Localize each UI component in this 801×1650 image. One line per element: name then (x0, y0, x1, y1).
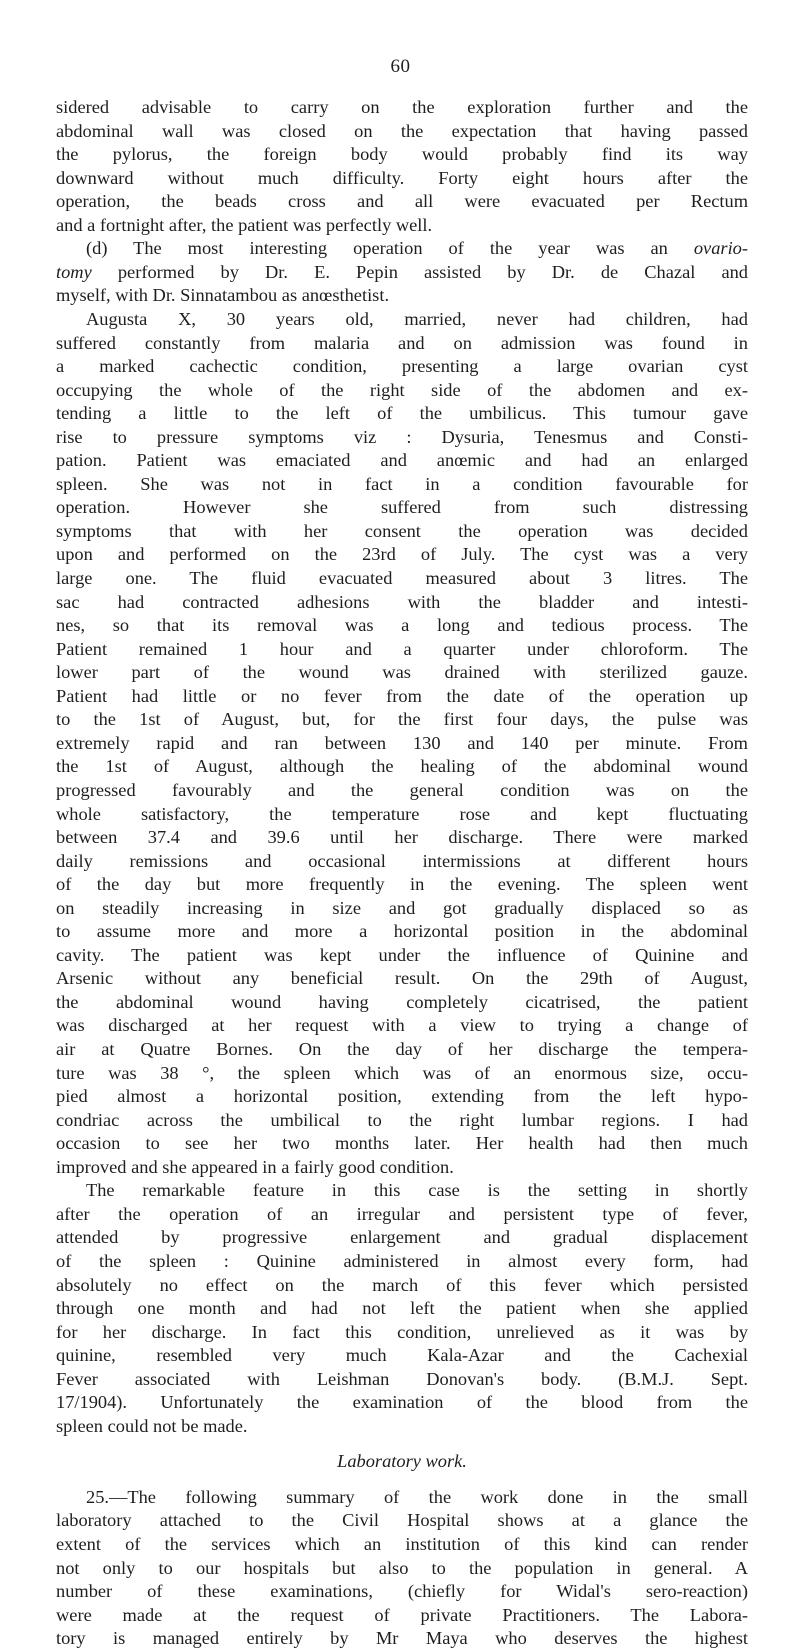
text-line: Patient remained 1 hour and a quarter under chloroform. The (56, 638, 748, 659)
text-line: daily remissions and occasional intermissions at different hours (56, 850, 748, 871)
text-line: tory is managed entirely by Mr Maya who deserves the highest (56, 1628, 748, 1649)
text-line: air at Quatre Bornes. On the day of her discharge the tempera- (56, 1039, 748, 1059)
section-heading: Laboratory work. (337, 1451, 467, 1472)
text-line: sac had contracted adhesions with the bladder and intesti- (56, 591, 748, 612)
text-line: pied almost a horizontal position, extending from the left hypo- (56, 1086, 748, 1107)
text-line: of the spleen : Quinine administered in almost every form, had (56, 1250, 748, 1271)
text-line: to assume more and more a horizontal position in the abdominal (56, 921, 748, 942)
text-line: progressed favourably and the general condition was on the (56, 779, 748, 800)
text-line: was discharged at her request with a view to trying a change of (56, 1015, 748, 1036)
text-line: were made at the request of private Practitioners. The Labora- (56, 1604, 748, 1625)
text-line: between 37.4 and 39.6 until her discharge. There were marked (56, 827, 748, 848)
text-line: Arsenic without any beneficial result. On the 29th of August, (56, 968, 748, 989)
text-line: operation, the beads cross and all were evacuated per Rectum (56, 191, 748, 212)
text-line: through one month and had not left the patient when she applied (56, 1298, 748, 1319)
text-line: symptoms that with her consent the operation was decided (56, 520, 748, 541)
text-line: pation. Patient was emaciated and anœmic and had an enlarged (56, 450, 748, 471)
text-line: occupying the whole of the right side of the abdomen and ex- (56, 379, 748, 400)
text-line: tending a little to the left of the umbilicus. This tumour gave (56, 403, 748, 424)
text-line: laboratory attached to the Civil Hospital shows at a glance the (56, 1510, 748, 1531)
text-line: on steadily increasing in size and got gradually displaced so as (56, 897, 748, 918)
text-line: after the operation of an irregular and persistent type of fever, (56, 1203, 748, 1224)
text-line: abdominal wall was closed on the expectation that having passed (56, 120, 748, 141)
text-line: nes, so that its removal was a long and tedious process. The (56, 615, 748, 636)
text-line: whole satisfactory, the temperature rose and kept fluctuating (56, 803, 748, 824)
text-line: rise to pressure symptoms viz : Dysuria, Tenesmus and Consti- (56, 426, 748, 447)
text-line: quinine, resembled very much Kala-Azar and the Cachexial (56, 1345, 748, 1366)
text-line: improved and she appeared in a fairly good condition. (56, 1156, 454, 1177)
text-line: Fever associated with Leishman Donovan's body. (B.M.J. Sept. (56, 1368, 748, 1389)
text-line: for her discharge. In fact this condition, unrelieved as it was by (56, 1321, 748, 1342)
text-line: to the 1st of August, but, for the first four days, the pulse was (56, 709, 748, 730)
text-line: occasion to see her two months later. Her health had then much (56, 1133, 748, 1154)
text-line: myself, with Dr. Sinnatambou as anœsthetist. (56, 285, 390, 306)
text-line: large one. The fluid evacuated measured about 3 litres. The (56, 568, 748, 588)
text-line: a marked cachectic condition, presenting a large ovarian cyst (56, 356, 748, 377)
text-line: condriac across the umbilical to the right lumbar regions. I had (56, 1109, 748, 1130)
text-line: ture was 38 °, the spleen which was of an enormous size, occu- (56, 1062, 748, 1083)
text-line: cavity. The patient was kept under the influence of Quinine and (56, 944, 748, 965)
text-line: tomy performed by Dr. E. Pepin assisted by Dr. de Chazal and (56, 261, 748, 282)
text-line: operation. However she suffered from such distressing (56, 497, 748, 518)
text-line: extremely rapid and ran between 130 and 140 per minute. From (56, 732, 748, 753)
text-line: the abdominal wound having completely cicatrised, the patient (56, 991, 748, 1012)
text-line: 17/1904). Unfortunately the examination of the blood from the (56, 1392, 748, 1413)
text-line: Patient had little or no fever from the date of the operation up (56, 685, 748, 706)
text-line: extent of the services which an institution of this kind can render (56, 1534, 748, 1554)
text-line: and a fortnight after, the patient was perfectly well. (56, 214, 433, 235)
text-line: number of these examinations, (chiefly for Widal's sero-reaction) (56, 1581, 748, 1602)
text-line: attended by progressive enlargement and gradual displacement (56, 1227, 748, 1248)
text-line: The remarkable feature in this case is the setting in shortly (86, 1180, 748, 1201)
text-line: downward without much difficulty. Forty eight hours after the (56, 167, 748, 188)
page-number: 60 (390, 56, 411, 77)
text-line: spleen. She was not in fact in a condition favourable for (56, 473, 748, 494)
text-line: the pylorus, the foreign body would probably find its way (56, 144, 748, 165)
text-line: 25.—The following summary of the work done in the small (86, 1486, 748, 1507)
text-line: absolutely no effect on the march of this fever which persisted (56, 1274, 748, 1295)
text-line: suffered constantly from malaria and on admission was found in (56, 332, 748, 353)
text-line: (d) The most interesting operation of the year was an ovario- (86, 238, 748, 259)
text-line: of the day but more frequently in the evening. The spleen went (56, 874, 748, 895)
text-line: lower part of the wound was drained with sterilized gauze. (56, 662, 748, 683)
text-line: the 1st of August, although the healing of the abdominal wound (56, 756, 748, 777)
text-line: Augusta X, 30 years old, married, never had children, had (86, 308, 748, 329)
text-line: upon and performed on the 23rd of July. The cyst was a very (56, 544, 748, 565)
text-line: spleen could not be made. (56, 1415, 248, 1436)
text-line: not only to our hospitals but also to the population in general. A (56, 1557, 748, 1578)
text-line: sidered advisable to carry on the exploration further and the (56, 97, 748, 117)
